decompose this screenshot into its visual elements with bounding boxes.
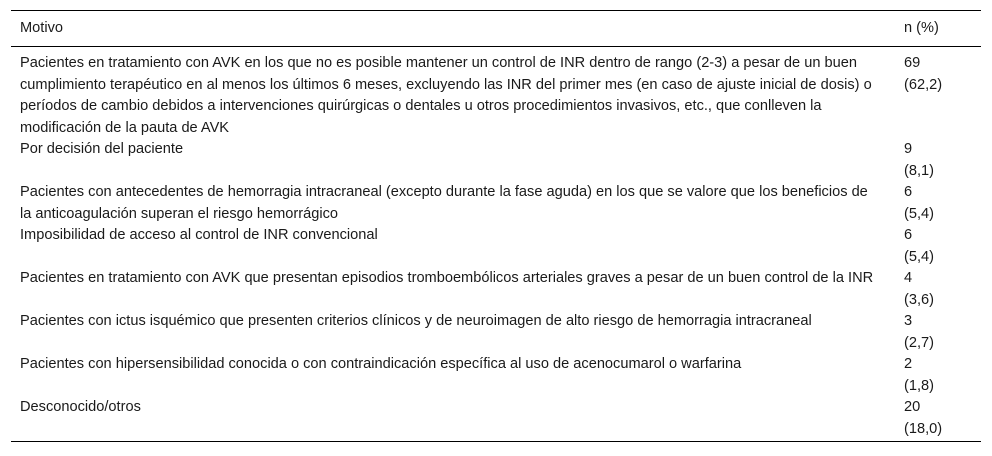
cell-n-percent — [895, 47, 981, 140]
count-value: 69 — [904, 55, 921, 71]
cell-motivo: Pacientes con antecedentes de hemorragia intracraneal (excepto durante la fase aguda) en los que se valore que los beneficios de la anticoagulación superan el riesgo hemorrágico — [20, 184, 868, 222]
cell-motivo: Pacientes con hipersensibilidad conocida o con contraindicación específica al uso de acenocumarol o warfarina — [20, 356, 742, 372]
reasons-table-container — [11, 10, 981, 442]
cell-motivo: Imposibilidad de acceso al control de INR convencional — [20, 227, 378, 243]
count-value: 4 — [904, 270, 913, 286]
cell-motivo: Pacientes en tratamiento con AVK en los que no es posible mantener un control de INR dentro de rango (2-3) a pesar de un buen cumplimiento terapéutico en al menos los últimos 6 meses, excluyendo las INR del primer mes (en caso de ajuste inicial de dosis) o períodos de cambio debidos a intervenciones quirúrgicas o dentales u otros procedimientos invasivos, etc., que conlleven la modificación de la pauta de AVK — [20, 55, 872, 136]
cell-motivo: Pacientes en tratamiento con AVK que presentan episodios tromboembólicos arteriales graves a pesar de un buen control de la INR — [20, 270, 874, 286]
percent-value: (3,6) — [904, 291, 935, 308]
cell-n-percent — [895, 397, 981, 442]
cell-n-percent — [895, 182, 981, 225]
count-value: 3 — [904, 313, 913, 329]
table-row — [11, 47, 981, 140]
table-row — [11, 139, 981, 182]
table-header — [11, 11, 981, 47]
percent-value: (2,7) — [904, 334, 935, 351]
cell-n-percent — [895, 311, 981, 354]
table-row — [11, 311, 981, 354]
count-value: 6 — [904, 227, 913, 243]
percent-value: (62,2) — [904, 76, 943, 93]
percent-value: (18,0) — [904, 420, 943, 437]
header-n-percent: n (%) — [895, 11, 981, 47]
cell-n-percent — [895, 268, 981, 311]
table-row — [11, 354, 981, 397]
percent-value: (8,1) — [904, 162, 935, 179]
count-value: 20 — [904, 399, 921, 415]
count-value: 9 — [904, 141, 913, 157]
table-row — [11, 225, 981, 268]
cell-motivo: Pacientes con ictus isquémico que presenten criterios clínicos y de neuroimagen de alto riesgo de hemorragia intracraneal — [20, 313, 812, 329]
table-row — [11, 268, 981, 311]
cell-n-percent — [895, 225, 981, 268]
count-value: 6 — [904, 184, 913, 200]
table-row — [11, 397, 981, 442]
percent-value: (5,4) — [904, 248, 935, 265]
header-motivo: Motivo — [11, 11, 895, 47]
cell-n-percent — [895, 139, 981, 182]
percent-value: (1,8) — [904, 377, 935, 394]
table-body — [11, 47, 981, 442]
table-row — [11, 182, 981, 225]
cell-motivo: Desconocido/otros — [20, 399, 141, 415]
cell-motivo: Por decisión del paciente — [20, 141, 184, 157]
percent-value: (5,4) — [904, 205, 935, 222]
reasons-table — [11, 10, 981, 442]
cell-n-percent — [895, 354, 981, 397]
count-value: 2 — [904, 356, 913, 372]
header-row — [11, 11, 981, 47]
